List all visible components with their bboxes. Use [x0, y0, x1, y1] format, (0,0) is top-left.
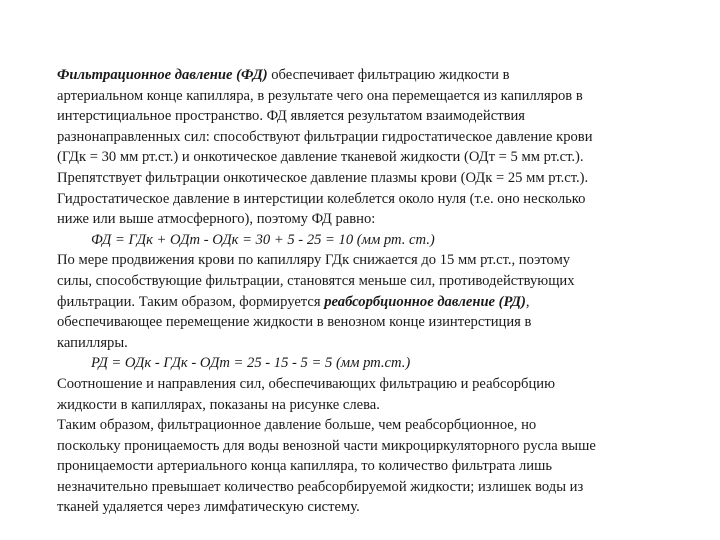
text-line-6 [57, 168, 657, 189]
document-text [57, 65, 657, 518]
text-line-21 [57, 477, 657, 498]
text-span: обеспечивающее перемещение жидкости в венозном конце изинтерстиция в [57, 314, 532, 331]
text-line-18 [57, 415, 657, 436]
text-span: Соотношение и направления сил, обеспечивающих фильтрацию и реабсорбцию [57, 375, 555, 392]
text-span: артериальном конце капилляра, в результате чего она перемещается из капилляров в [57, 87, 583, 104]
text-line-11 [57, 271, 657, 292]
text-span: Препятствует фильтрации онкотическое давление плазмы крови (ОДк = 25 мм рт.ст.). [57, 169, 589, 186]
text-span: капилляры. [57, 334, 128, 351]
formula-text: ФД = ГДк + ОДт - ОДк = 30 + 5 - 25 = 10 (мм рт. ст.) [91, 231, 435, 248]
text-line-12 [57, 292, 657, 313]
text-span: поскольку проницаемость для воды венозной части микроциркуляторного русла выше [57, 437, 596, 454]
text-span: незначительно превышает количество реабсорбируемой жидкости; излишек воды из [57, 478, 584, 495]
text-line-4 [57, 127, 657, 148]
text-span: проницаемости артериального конца капилляра, то количество фильтрата лишь [57, 458, 552, 475]
text-line-8 [57, 209, 657, 230]
text-span: Таким образом, фильтрационное давление больше, чем реабсорбционное, но [57, 417, 537, 434]
text-line-20 [57, 456, 657, 477]
text-line-22 [57, 497, 657, 518]
text-line-14 [57, 333, 657, 354]
formula-text: РД = ОДк - ГДк - ОДт = 25 - 15 - 5 = 5 (мм рт.ст.) [91, 355, 411, 372]
text-span: (ГДк = 30 мм рт.ст.) и онкотическое давление тканевой жидкости (ОДт = 5 мм рт.ст.). [57, 149, 584, 166]
text-line-7 [57, 189, 657, 210]
text-line-13 [57, 312, 657, 333]
text-line-17 [57, 395, 657, 416]
text-line-5 [57, 147, 657, 168]
text-span: тканей удаляется через лимфатическую систему. [57, 499, 360, 516]
text-span: ниже или выше атмосферного), поэтому ФД равно: [57, 211, 376, 228]
text-line-1 [57, 65, 657, 86]
text-line-10 [57, 250, 657, 271]
text-span: фильтрации. Таким образом, формируется [57, 293, 325, 310]
text-span: обеспечивает фильтрацию жидкости в [267, 67, 510, 83]
formula-reabsorption [57, 353, 657, 374]
text-span: жидкости в капиллярах, показаны на рисунке слева. [57, 396, 380, 413]
text-line-16 [57, 374, 657, 395]
text-span: интерстициальное пространство. ФД является результатом взаимодействия [57, 108, 525, 125]
term-reabsorption-pressure: реабсорбционное давление (РД) [324, 293, 526, 310]
text-line-2 [57, 86, 657, 107]
text-span: Гидростатическое давление в интерстиции колеблется около нуля (т.е. оно несколько [57, 190, 586, 207]
text-line-19 [57, 436, 657, 457]
text-line-3 [57, 106, 657, 127]
text-span: разнонаправленных сил: способствуют фильтрации гидростатическое давление крови [57, 128, 593, 145]
text-span: , [525, 293, 530, 310]
formula-filtration [57, 230, 657, 251]
text-span: По мере продвижения крови по капилляру ГДк снижается до 15 мм рт.ст., поэтому [57, 252, 571, 269]
term-filtration-pressure: Фильтрационное давление (ФД) [57, 67, 268, 83]
text-span: силы, способствующие фильтрации, становятся меньше сил, противодействующих [57, 272, 575, 289]
